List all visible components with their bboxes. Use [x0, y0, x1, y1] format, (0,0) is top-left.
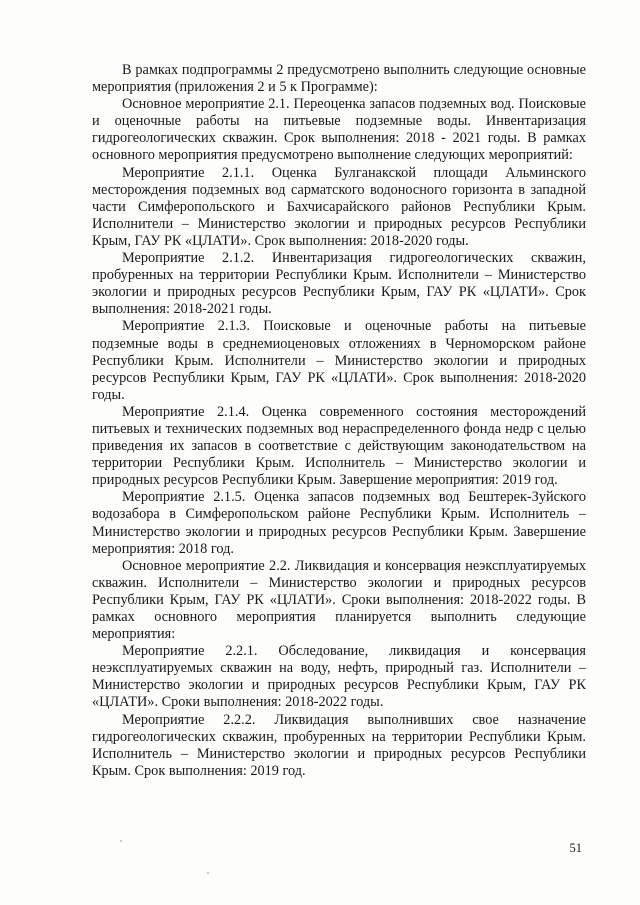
body-text [92, 62, 586, 780]
paragraph-activity-2-1-5: Мероприятие 2.1.5. Оценка запасов подземных вод Бештерек-Зуйского водозабора в Симферопольском районе Республики Крым. Исполнитель – Министерство экологии и природных ресурсов Республики Крым. Завершение мероприятия: 2018 год. [92, 489, 586, 557]
paragraph-intro: В рамках подпрограммы 2 предусмотрено выполнить следующие основные мероприятия (приложения 2 и 5 к Программе): [92, 62, 586, 96]
paragraph-activity-2-1-1: Мероприятие 2.1.1. Оценка Булганакской площади Альминского месторождения подземных вод сарматского водоносного горизонта в западной части Симферопольского и Бахчисарайского районов Республики Крым. Исполнители – Министерство экологии и природных ресурсов Республики Крым, ГАУ РК «ЦЛАТИ». Срок выполнения: 2018-2020 годы. [92, 164, 586, 249]
paragraph-activity-2-1-4: Мероприятие 2.1.4. Оценка современного состояния месторождений питьевых и технических подземных вод нераспределенного фонда недр с целью приведения их запасов в соответствие с действующим законодательством на территории Республики Крым. Исполнитель – Министерство экологии и природных ресурсов Республики Крым. Завершение мероприятия: 2019 год. [92, 403, 586, 489]
scan-speck [120, 840, 122, 842]
page-number: 51 [569, 841, 582, 855]
scan-speck [207, 872, 209, 874]
paragraph-activity-2-1-2: Мероприятие 2.1.2. Инвентаризация гидрогеологических скважин, пробуренных на территории Республики Крым. Исполнители – Министерство экологии и природных ресурсов Республики Крым, ГАУ РК «ЦЛАТИ». Срок выполнения: 2018-2021 годы. [92, 250, 586, 318]
paragraph-activity-2-2-2: Мероприятие 2.2.2. Ликвидация выполнивших свое назначение гидрогеологических скважин, пробуренных на территории Республики Крым. Исполнитель – Министерство экологии и природных ресурсов Республики Крым. Срок выполнения: 2019 год. [92, 711, 586, 779]
paragraph-activity-2-1-3: Мероприятие 2.1.3. Поисковые и оценочные работы на питьевые подземные воды в среднемиоценовых отложениях в Черноморском районе Республики Крым. Исполнители – Министерство экологии и природных ресурсов Республики Крым, ГАУ РК «ЦЛАТИ». Срок выполнения: 2018-2020 годы. [92, 318, 586, 403]
paragraph-main-activity-2-2: Основное мероприятие 2.2. Ликвидация и консервация неэксплуатируемых скважин. Исполнители – Министерство экологии и природных ресурсов Республики Крым, ГАУ РК «ЦЛАТИ». Сроки выполнения: 2018-2022 годы. В рамках основного мероприятия планируется выполнить следующие мероприятия: [92, 557, 586, 643]
paragraph-activity-2-2-1: Мероприятие 2.2.1. Обследование, ликвидация и консервация неэксплуатируемых скважин на воду, нефть, природный газ. Исполнители – Министерство экологии и природных ресурсов Республики Крым, ГАУ РК «ЦЛАТИ». Сроки выполнения: 2018-2022 годы. [92, 643, 586, 711]
paragraph-main-activity-2-1: Основное мероприятие 2.1. Переоценка запасов подземных вод. Поисковые и оценочные работы на питьевые подземные воды. Инвентаризация гидрогеологических скважин. Срок выполнения: 2018 - 2021 годы. В рамках основного мероприятия предусмотрено выполнение следующих мероприятий: [92, 96, 586, 164]
